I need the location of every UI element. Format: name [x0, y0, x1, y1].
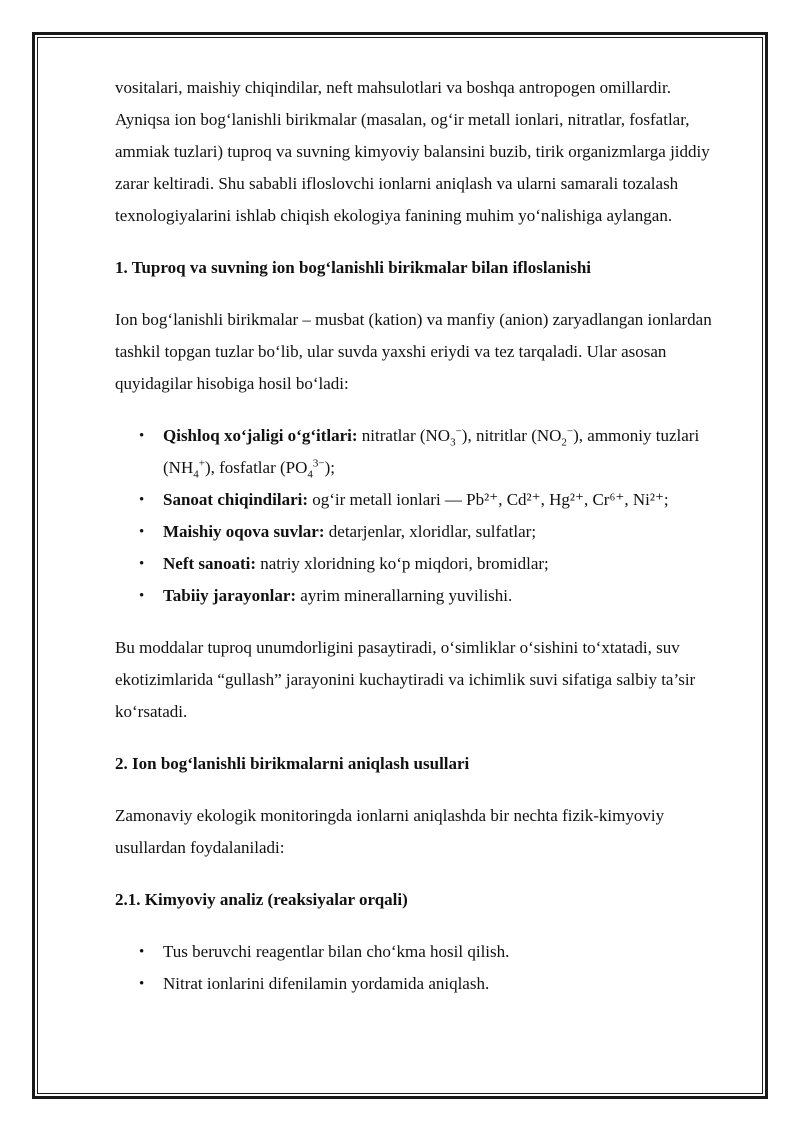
list-text: nitratlar (NO	[357, 426, 451, 445]
methods-list	[115, 936, 715, 1000]
list-term: Sanoat chiqindilari:	[163, 490, 309, 509]
section-2-heading: 2. Ion bog‘lanishli birikmalarni aniqlash usullari	[115, 754, 470, 773]
pollution-sources-list	[115, 420, 715, 612]
superscript: 3−	[312, 457, 325, 470]
subscript: 3	[450, 436, 456, 449]
section-1-paragraph: Ion bog‘lanishli birikmalar – musbat (kation) va manfiy (anion) zaryadlangan ionlardan tashkil topgan tuzlar bo‘lib, ular suvda yaxshi eriydi va tez tarqaladi. Ular asosan quyidagilar hisobiga hosil bo‘ladi:	[115, 310, 712, 393]
list-text: Tus beruvchi reagentlar bilan cho‘kma hosil qilish.	[163, 942, 510, 961]
list-item-agriculture	[139, 420, 715, 484]
bullet-icon: •	[139, 944, 145, 960]
list-term: Maishiy oqova suvlar:	[163, 522, 325, 541]
bullet-icon: •	[139, 588, 145, 604]
bullet-icon: •	[139, 524, 145, 540]
bullet-icon: •	[139, 976, 145, 992]
list-term: Qishloq xo‘jaligi o‘g‘itlari:	[163, 426, 358, 445]
list-text: og‘ir metall ionlari — Pb²⁺, Cd²⁺, Hg²⁺, Cr⁶⁺, Ni²⁺;	[308, 490, 669, 509]
superscript: +	[198, 457, 205, 470]
document-body	[115, 72, 715, 1020]
bullet-icon: •	[139, 492, 145, 508]
list-item-oil	[139, 548, 715, 580]
effects-paragraph: Bu moddalar tuproq unumdorligini pasaytiradi, o‘simliklar o‘sishini to‘xtatadi, suv ekotizimlarida “gullash” jarayonini kuchaytiradi va ichimlik suvi sifatiga salbiy ta’sir ko‘rsatadi.	[115, 638, 696, 721]
list-item-natural	[139, 580, 715, 612]
list-text: Nitrat ionlarini difenilamin yordamida aniqlash.	[163, 974, 490, 993]
superscript: −	[455, 425, 462, 438]
list-item-method-1	[139, 936, 715, 968]
list-text: detarjenlar, xloridlar, sulfatlar;	[324, 522, 537, 541]
list-text: ), fosfatlar (PO	[204, 458, 308, 477]
list-text: ), nitritlar (NO	[461, 426, 562, 445]
list-term: Neft sanoati:	[163, 554, 257, 573]
list-text: );	[324, 458, 335, 477]
subscript: 4	[193, 468, 199, 481]
section-2-paragraph: Zamonaviy ekologik monitoringda ionlarni aniqlashda bir nechta fizik-kimyoviy usullardan foydalaniladi:	[115, 806, 665, 857]
list-item-method-2	[139, 968, 715, 1000]
list-term: Tabiiy jarayonlar:	[163, 586, 297, 605]
list-text: ), ammoniy tuzlari (NH	[163, 426, 700, 477]
list-item-household	[139, 516, 715, 548]
list-text: natriy xloridning ko‘p miqdori, bromidlar;	[256, 554, 549, 573]
section-1-heading: 1. Tuproq va suvning ion bog‘lanishli birikmalar bilan ifloslanishi	[115, 258, 592, 277]
list-item-industry	[139, 484, 715, 516]
list-text: ayrim minerallarning yuvilishi.	[296, 586, 513, 605]
bullet-icon: •	[139, 428, 145, 444]
subscript: 4	[307, 468, 313, 481]
section-2-1-heading: 2.1. Kimyoviy analiz (reaksiyalar orqali)	[115, 890, 408, 909]
intro-paragraph: vositalari, maishiy chiqindilar, neft mahsulotlari va boshqa antropogen omillardir. Ayniqsa ion bog‘lanishli birikmalar (masalan, og‘ir metall ionlari, nitratlar, fosfatlar, ammiak tuzlari) tuproq va suvning kimyoviy balansini buzib, tirik organizmlarga jiddiy zarar keltiradi. Shu sababli ifloslovchi ionlarni aniqlash va ularni samarali tozalash texnologiyalarini ishlab chiqish ekologiya fanining muhim yo‘nalishiga aylangan.	[115, 78, 710, 225]
superscript: −	[566, 425, 574, 438]
subscript: 2	[561, 436, 567, 449]
bullet-icon: •	[139, 556, 145, 572]
